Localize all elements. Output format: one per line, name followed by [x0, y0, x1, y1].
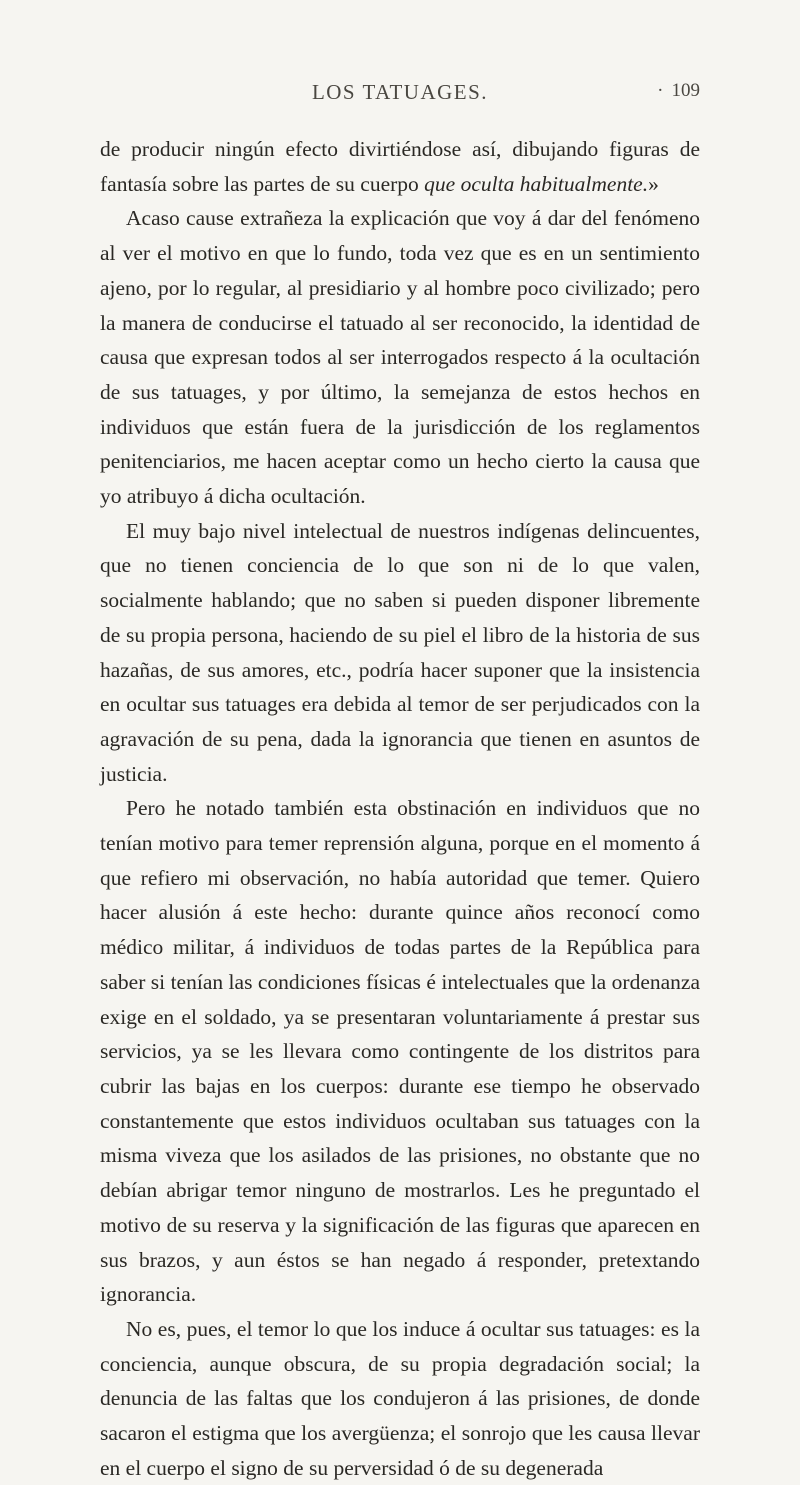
paragraph: Pero he notado también esta obstinación en individuos que no tenían motivo para temer reprensión alguna, porque en el momento á que refiero mi observación, no había autoridad que temer. Quiero hacer alusión á este hecho: durante quince años reconocí como médico militar, á individuos de todas partes de la República para saber si tenían las condiciones físicas é intelectuales que la ordenanza exige en el soldado, ya se presentaran voluntariamente á prestar sus servicios, ya se les llevara como contingente de los distritos para cubrir las bajas en los cuerpos: durante ese tiempo he observado constantemente que estos individuos ocultaban sus tatuages con la misma viveza que los asilados de las prisiones, no obstante que no debían abrigar temor ninguno de mostrarlos. Les he preguntado el motivo de su reserva y la significación de las figuras que aparecen en sus brazos, y aun éstos se han negado á responder, pretextando ignorancia. — [100, 796, 700, 1307]
paragraph: No es, pues, el temor lo que los induce á ocultar sus tatuages: es la conciencia, aunque obscura, de su propia degradación social; la denuncia de las faltas que los condujeron á las prisiones, de donde sacaron el estigma que los avergüenza; el sonrojo que les causa llevar en el cuerpo el signo de su perversidad ó de su degenerada — [100, 1316, 700, 1480]
closing-quote-mark: » — [648, 171, 659, 196]
page-dot: · — [657, 80, 664, 101]
page-number-block — [657, 80, 700, 102]
italic-quote: que oculta habitualmente. — [424, 171, 649, 196]
body-text — [100, 132, 700, 1485]
paragraph-text: de producir ningún efecto divirtiéndose así, dibujando figuras de fantasía sobre las partes de su cuerpo — [100, 137, 700, 196]
page-number: 109 — [671, 80, 700, 101]
paragraph: Acaso cause extrañeza la explicación que voy á dar del fenómeno al ver el motivo en que lo fundo, toda vez que es en un sentimiento ajeno, por lo regular, al presidiario y al hombre poco civilizado; pero la manera de conducirse el tatuado al ser reconocido, la identidad de causa que expresan todos al ser interrogados respecto á la ocultación de sus tatuages, y por último, la semejanza de estos hechos en individuos que están fuera de la jurisdicción de los reglamentos penitenciarios, me hacen aceptar como un hecho cierto la causa que yo atribuyo á dicha ocultación. — [100, 206, 700, 509]
paragraph-continuation — [100, 132, 700, 201]
page-header — [100, 80, 700, 110]
paragraph: El muy bajo nivel intelectual de nuestros indígenas delincuentes, que no tienen conciencia de lo que son ni de lo que valen, socialmente hablando; que no saben si pueden disponer libremente de su propia persona, haciendo de su piel el libro de la historia de sus hazañas, de sus amores, etc., podría hacer suponer que la insistencia en ocultar sus tatuages era debida al temor de ser perjudicados con la agravación de su pena, dada la ignorancia que tienen en asuntos de justicia. — [100, 518, 700, 786]
running-title: LOS TATUAGES. — [311, 80, 489, 104]
